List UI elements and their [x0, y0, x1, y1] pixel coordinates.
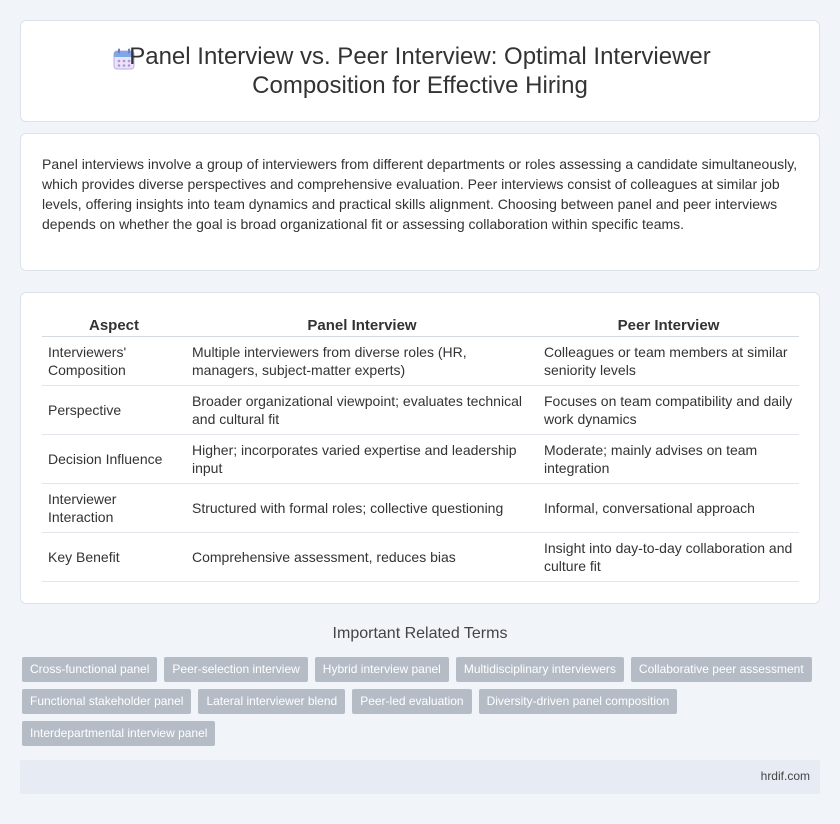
- table-row: [42, 386, 799, 435]
- table-cell-panel: Broader organizational viewpoint; evaluates technical and cultural fit: [186, 386, 538, 435]
- related-term-tag[interactable]: Multidisciplinary interviewers: [456, 657, 624, 682]
- table-cell-panel: Comprehensive assessment, reduces bias: [186, 533, 538, 582]
- table-cell-peer: Informal, conversational approach: [538, 484, 799, 533]
- column-header-aspect: Aspect: [42, 315, 186, 337]
- table-header-row: [42, 315, 799, 337]
- column-header-peer: Peer Interview: [538, 315, 799, 337]
- table-row: [42, 337, 799, 386]
- table-row: [42, 435, 799, 484]
- comparison-table: [42, 315, 799, 582]
- column-header-panel: Panel Interview: [186, 315, 538, 337]
- table-row: [42, 533, 799, 582]
- related-term-tag[interactable]: Peer-selection interview: [164, 657, 307, 682]
- table-cell-aspect: Interviewers' Composition: [42, 337, 186, 386]
- table-cell-aspect: Decision Influence: [42, 435, 186, 484]
- header-card: [20, 20, 820, 122]
- related-term-tag[interactable]: Diversity-driven panel composition: [479, 689, 678, 714]
- page-title: Panel Interview vs. Peer Interview: Optimal Interviewer Composition for Effective Hiring: [129, 43, 711, 99]
- related-terms-heading: Important Related Terms: [332, 625, 508, 642]
- table-cell-aspect: Interviewer Interaction: [42, 484, 186, 533]
- related-term-tag[interactable]: Peer-led evaluation: [352, 689, 471, 714]
- table-cell-panel: Structured with formal roles; collective questioning: [186, 484, 538, 533]
- related-term-tag[interactable]: Lateral interviewer blend: [198, 689, 345, 714]
- intro-card: [20, 133, 820, 271]
- related-term-tag[interactable]: Interdepartmental interview panel: [22, 721, 215, 746]
- table-cell-aspect: Key Benefit: [42, 533, 186, 582]
- related-term-tag[interactable]: Collaborative peer assessment: [631, 657, 812, 682]
- table-cell-peer: Moderate; mainly advises on team integration: [538, 435, 799, 484]
- table-cell-panel: Multiple interviewers from diverse roles (HR, managers, subject-matter experts): [186, 337, 538, 386]
- footer-site-link[interactable]: hrdif.com: [760, 769, 810, 783]
- footer: [20, 760, 820, 794]
- comparison-table-card: [20, 292, 820, 604]
- intro-paragraph: Panel interviews involve a group of interviewers from different departments or roles assessing a candidate simultaneously, which provides diverse perspectives and comprehensive evaluation. Peer interviews consist of colleagues at similar job levels, offering insights into team dynamics and practical skills alignment. Choosing between panel and peer interviews depends on whether the goal is broad organizational fit or assessing collaboration within specific teams.: [42, 156, 798, 232]
- table-row: [42, 484, 799, 533]
- table-cell-panel: Higher; incorporates varied expertise and leadership input: [186, 435, 538, 484]
- table-cell-peer: Focuses on team compatibility and daily work dynamics: [538, 386, 799, 435]
- table-cell-peer: Insight into day-to-day collaboration and culture fit: [538, 533, 799, 582]
- table-cell-peer: Colleagues or team members at similar seniority levels: [538, 337, 799, 386]
- related-terms-list: [22, 657, 822, 753]
- related-term-tag[interactable]: Cross-functional panel: [22, 657, 157, 682]
- related-term-tag[interactable]: Hybrid interview panel: [315, 657, 449, 682]
- related-term-tag[interactable]: Functional stakeholder panel: [22, 689, 191, 714]
- table-cell-aspect: Perspective: [42, 386, 186, 435]
